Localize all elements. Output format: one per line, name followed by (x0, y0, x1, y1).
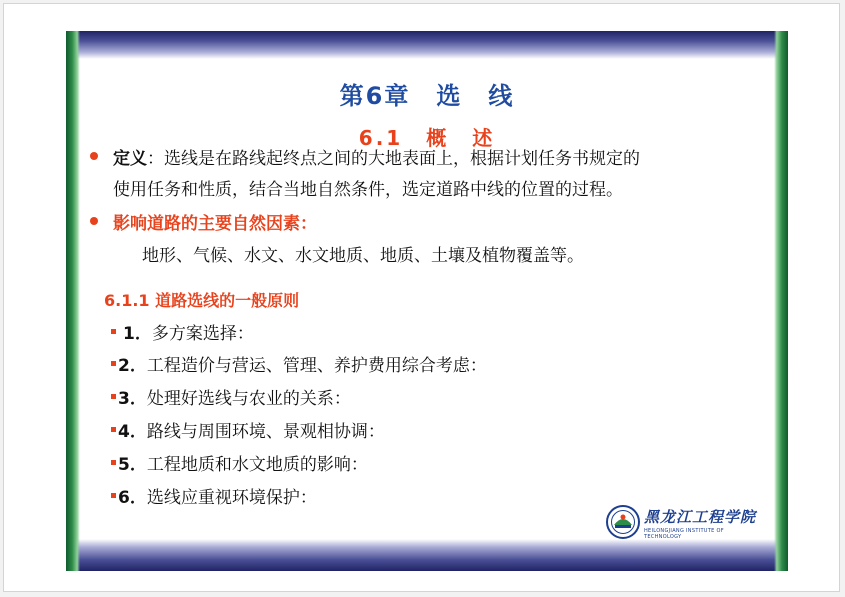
list-item (118, 483, 317, 508)
square-bullet-icon (111, 493, 116, 498)
factors-heading: 影响道路的主要自然因素： (113, 214, 317, 234)
top-gradient-band (66, 31, 788, 59)
definition-term: 定义 (113, 149, 147, 169)
list-item (123, 319, 254, 344)
section-title: 6.1 概 述 (358, 126, 496, 150)
bullet-dot-icon (90, 217, 98, 225)
definition-colon: ： (147, 149, 164, 169)
list-item-number: 5． (118, 455, 147, 475)
list-item-text: 处理好选线与农业的关系： (146, 389, 351, 409)
institute-name: 黑龙江工程学院 (644, 508, 757, 526)
square-bullet-icon (111, 361, 116, 366)
list-item-text: 工程造价与营运、管理、养护费用综合考虑： (146, 356, 487, 376)
factors-text: 地形、气候、水文、水文地质、地质、土壤及植物覆盖等。 (142, 246, 584, 266)
institute-seal-icon (606, 505, 640, 539)
definition-text-1: 选线是在路线起终点之间的大地表面上，根据计划任务书规定的 (164, 149, 640, 169)
institute-logo (606, 504, 756, 544)
subsection-title: 6.1.1 道路选线的一般原则 (104, 291, 300, 310)
list-item-text: 路线与周围环境、景观相协调： (146, 422, 385, 442)
list-item-text: 多方案选择： (151, 324, 254, 344)
list-item-text: 选线应重视环境保护： (146, 488, 317, 508)
list-item (118, 384, 351, 409)
definition-line-2: 使用任务和性质，结合当地自然条件，选定道路中线的位置的过程。 (113, 180, 623, 200)
list-item-number: 6． (118, 488, 147, 508)
square-bullet-icon (111, 329, 116, 334)
list-item (118, 417, 385, 442)
page-frame (3, 3, 840, 592)
definition-line-1 (113, 144, 640, 169)
slide (66, 31, 788, 571)
list-item (118, 450, 368, 475)
square-bullet-icon (111, 394, 116, 399)
list-item-number: 3． (118, 389, 147, 409)
right-gradient-band (774, 31, 788, 571)
bullet-dot-icon (90, 152, 98, 160)
list-item (118, 351, 487, 376)
list-item-number: 1． (123, 324, 152, 344)
institute-english-name: HEILONGJIANG INSTITUTE OF TECHNOLOGY (644, 528, 724, 540)
list-item-text: 工程地质和水文地质的影响： (146, 455, 368, 475)
list-item-number: 4． (118, 422, 147, 442)
left-gradient-band (66, 31, 80, 571)
square-bullet-icon (111, 460, 116, 465)
square-bullet-icon (111, 427, 116, 432)
list-item-number: 2． (118, 356, 147, 376)
chapter-title: 第6章 选 线 (339, 82, 515, 110)
